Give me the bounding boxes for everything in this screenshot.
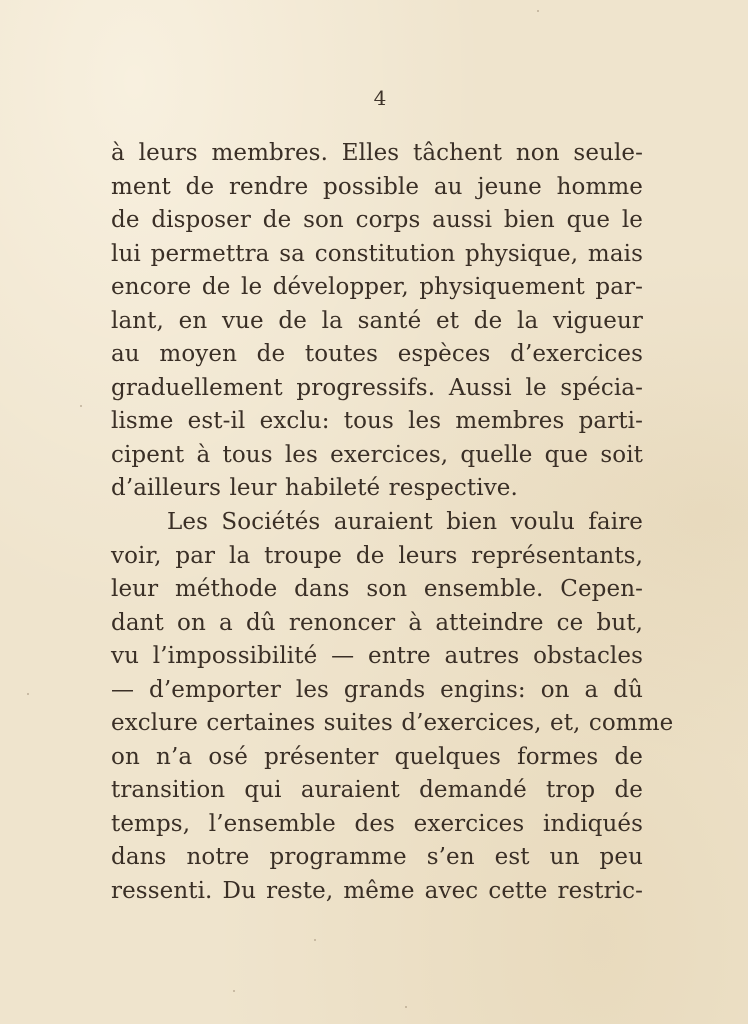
text-line: lui permettra sa constitution physique, mais: [111, 240, 643, 267]
paper-speck: [314, 939, 316, 941]
text-line: dans notre programme s’en est un peu: [111, 844, 643, 871]
body-text: [111, 137, 674, 909]
paper-speck: [405, 1006, 407, 1008]
text-line: à leurs membres. Elles tâchent non seule-: [111, 140, 643, 166]
text-line: de disposer de son corps aussi bien que le: [111, 207, 643, 234]
text-line: — d’emporter les grands engins: on a dû: [111, 676, 643, 703]
text-line: dant on a dû renoncer à atteindre ce but,: [111, 609, 643, 636]
text-line: graduellement progressifs. Aussi le spécia-: [111, 374, 643, 401]
paragraph-end-line: d’ailleurs leur habileté respective.: [111, 475, 518, 502]
text-line: lisme est-il exclu: tous les membres parti-: [111, 408, 643, 435]
text-line: lant, en vue de la santé et de la vigueur: [111, 307, 643, 334]
text-line: cipent à tous les exercices, quelle que soit: [111, 441, 643, 468]
paper-speck: [27, 693, 29, 695]
paper-speck: [233, 990, 235, 992]
paper-speck: [537, 10, 539, 12]
text-line: exclure certaines suites d’exercices, et, comme: [111, 710, 674, 737]
text-line: ment de rendre possible au jeune homme: [111, 173, 643, 200]
paper-speck: [80, 405, 82, 407]
text-line: on n’a osé présenter quelques formes de: [111, 743, 643, 770]
text-line: ressenti. Du reste, même avec cette restric-: [111, 878, 643, 905]
text-line: temps, l’ensemble des exercices indiqués: [111, 810, 643, 837]
paragraph-start-line: Les Sociétés auraient bien voulu faire: [167, 509, 643, 536]
text-line: au moyen de toutes espèces d’exercices: [111, 341, 643, 368]
text-line: leur méthode dans son ensemble. Cepen-: [111, 576, 643, 603]
page-number: 4: [373, 86, 387, 110]
text-line: encore de le développer, physiquement par-: [111, 274, 643, 301]
text-line: transition qui auraient demandé trop de: [111, 777, 643, 804]
text-line: voir, par la troupe de leurs représentants,: [111, 542, 643, 569]
text-line: vu l’impossibilité — entre autres obstacles: [111, 643, 643, 670]
